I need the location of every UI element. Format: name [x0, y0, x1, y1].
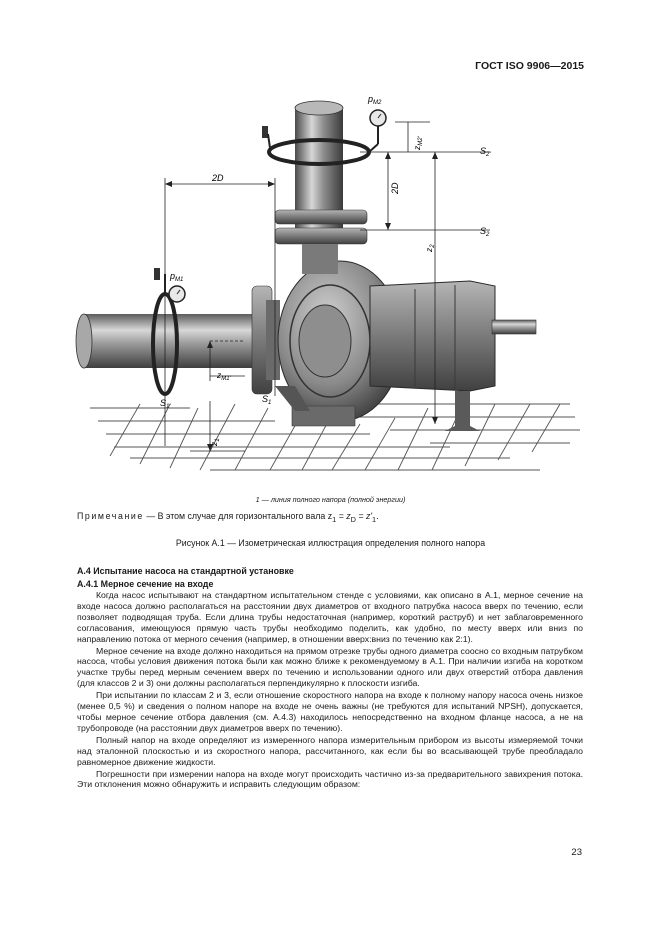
svg-text:S1	[262, 394, 271, 406]
label-z2-sub: 2	[430, 244, 436, 248]
paragraph: При испытании по классам 2 и 3, если отношение скоростного напора на входе к полному напору насоса очень низкое (менее 0,5 %) и сведения о полном напоре на входе не очень важны (не требуются для испытаний NPSH), допускается, чтобы мерное сечение отбора давления (см. А.4.3) находилось непосредственно на входном фланце насоса, а не на трубопроводе (на расстоянии двух диаметров вверх по течению).	[77, 690, 583, 733]
label-2d-top: 2D	[212, 173, 224, 183]
section-body	[77, 566, 583, 791]
svg-text:z1	[209, 438, 221, 447]
label-s1-right: S	[262, 394, 269, 404]
label-zm2-sub: M2'	[418, 136, 424, 146]
svg-text:z2	[424, 244, 436, 253]
label-z2: z	[424, 247, 434, 252]
svg-text:pM1	[169, 271, 183, 283]
figure-note	[77, 511, 379, 524]
note-eq-1: = z	[336, 511, 351, 521]
paragraph: Мерное сечение на входе должно находиться на прямом отрезке трубы одного диаметра соосно со входным патрубком насоса, чтобы условия движения потока были как можно ближе к рекомендуемому в А.1. При наличии изгиба на коротком участке трубы перед мерным сечением вверх по течению и использовании одного или двух отверстий отбора давления (для классов 2 и 3) они должны располагаться перпендикулярно к плоскости изгиба.	[77, 645, 583, 689]
note-sub-3: 1	[372, 514, 377, 524]
section-heading: A.4 Испытание насоса на стандартной установке	[77, 566, 294, 576]
label-s2-top-sub: 2'	[486, 152, 491, 158]
label-pm2: p	[368, 94, 374, 104]
note-text: — В этом случае для горизонтального вала z	[143, 511, 333, 521]
label-s2-sub: 2	[486, 232, 490, 238]
label-zm1-sub: M1'	[221, 376, 231, 382]
paragraph: Полный напор на входе определяют из измеренного напора измерительным прибором из высоты измеряемой точки над эталонной плоскостью и из скоростного напора, рассчитанного, как если бы во всасывающей трубе преобладало равномерное движение жидкости.	[77, 734, 583, 767]
figure-legend: 1 — линия полного напора (полной энергии)	[255, 495, 406, 504]
label-2d-right: 2D	[390, 182, 400, 194]
label-z1-sub: 1	[215, 438, 221, 442]
note-end: .	[376, 511, 379, 521]
paragraph: Погрешности при измерении напора на входе могут происходить частично из-за предварительного завихрения потока. Эти отклонения можно обнаружить и исправить следующим образом:	[77, 768, 583, 790]
svg-text:pM2	[367, 94, 382, 106]
label-s2-top: S	[480, 146, 487, 156]
svg-text:zM1'	[216, 370, 232, 382]
svg-text:zM2'	[412, 135, 424, 151]
label-z1: z	[209, 441, 219, 446]
label-s2: S	[480, 226, 487, 236]
svg-text:S2	[480, 226, 490, 238]
paragraph: Когда насос испытывают на стандартном испытательном стенде с условиями, как описано в А.1, мерное сечение на входе насоса должно располагаться на расстоянии двух диаметров от входного патрубка насоса вверх по течению, если позволяет подводящая труба. Если длина трубы недостаточная (например, короткий раструб) и нет заблаговременного согласования, имеющуюся прямую часть трубы необходимо поделить, как удобно, по месту вверх или вниз по направлению потока от мерного сечения (например, в отношении вверх:вниз по течению как 2:1).	[77, 590, 583, 644]
label-s1-left: S	[160, 398, 167, 408]
note-eq-2: = z'	[355, 511, 373, 521]
shaft	[492, 320, 536, 334]
svg-text:S2'	[480, 146, 491, 158]
label-pm2-sub: M2	[373, 100, 382, 106]
label-s1-right-sub: 1	[268, 400, 272, 406]
label-zm1: z	[217, 370, 222, 380]
note-label: Примечание	[77, 511, 144, 521]
label-pm1-sub: M1	[175, 277, 184, 283]
subsection-heading: A.4.1 Мерное сечение на входе	[77, 579, 214, 589]
label-s1-left-sub: 1'	[166, 404, 171, 410]
standard-header: ГОСТ ISO 9906—2015	[475, 60, 584, 72]
page-number: 23	[571, 847, 582, 858]
suction-pipe	[84, 314, 254, 368]
pump-figure	[70, 86, 590, 476]
note-sub-2: D	[350, 514, 356, 524]
figure-caption: Рисунок A.1 — Изометрическая иллюстрация определения полного напора	[175, 538, 486, 548]
label-zm2: z	[412, 145, 422, 150]
bearing-frame	[370, 281, 495, 391]
note-sub-1: 1	[332, 514, 337, 524]
label-pm1: p	[170, 271, 176, 281]
